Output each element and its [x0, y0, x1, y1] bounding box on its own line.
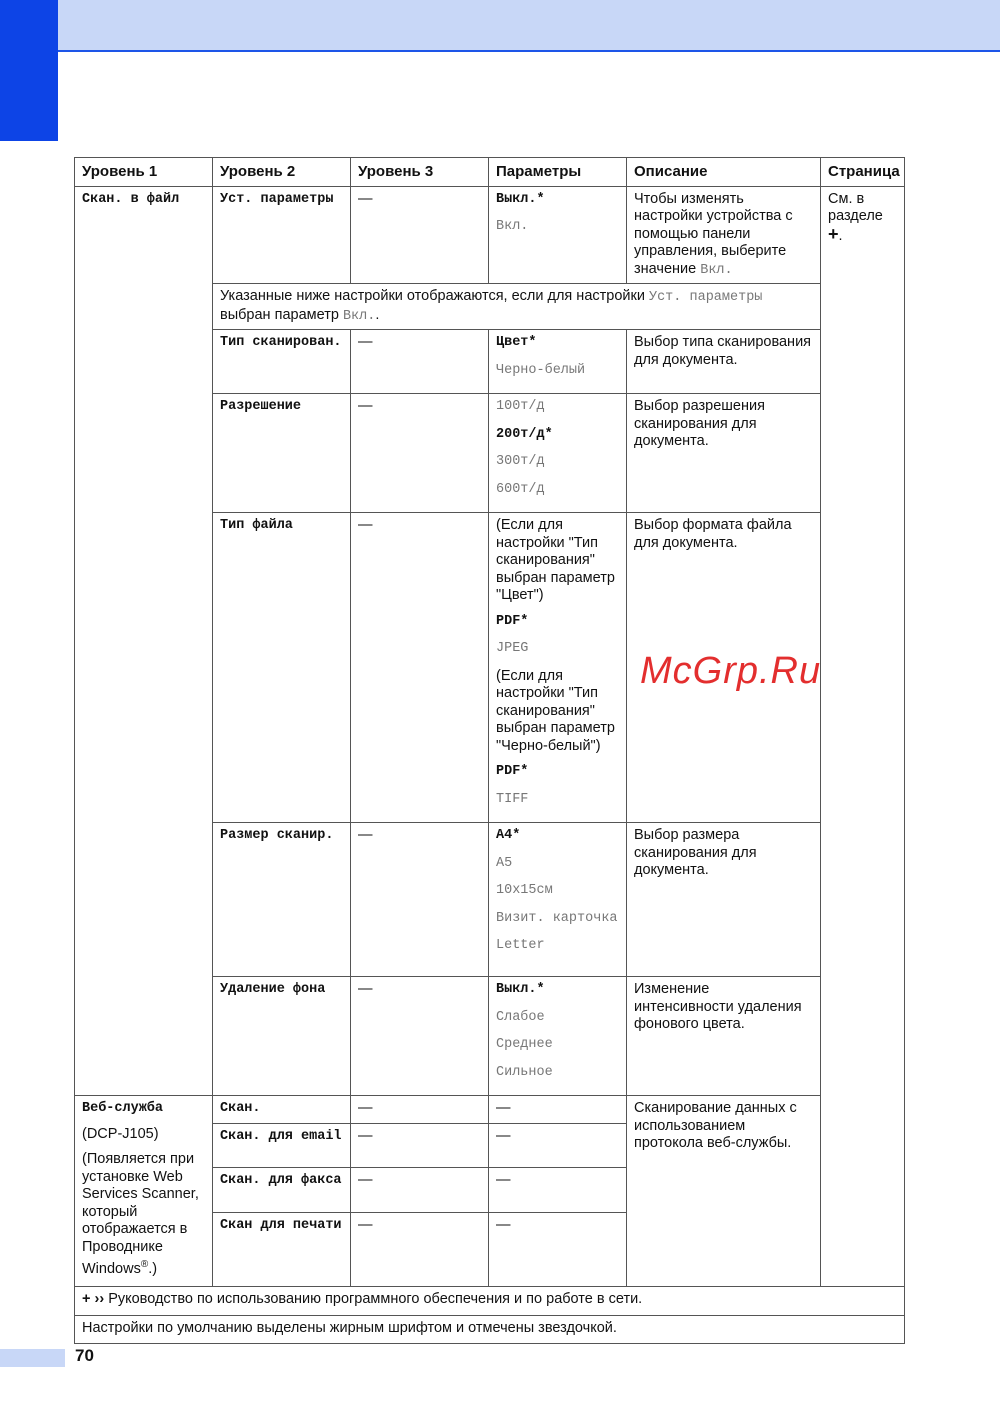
option-default: Цвет* — [496, 335, 537, 350]
level2: Тип сканирован. — [213, 330, 351, 394]
web-note-tail: .) — [148, 1260, 158, 1277]
options — [489, 977, 627, 1096]
level3: — — [351, 330, 489, 394]
note-text: выбран параметр — [220, 306, 339, 323]
option: Letter — [496, 938, 545, 953]
level3: — — [351, 186, 489, 284]
level1-web-service — [75, 1096, 213, 1287]
option-default: PDF* — [496, 613, 529, 629]
option: JPEG — [496, 641, 529, 656]
level2: Уст. параметры — [213, 186, 351, 284]
option-group — [496, 613, 619, 658]
page-ref-text: См. в разделе — [828, 190, 883, 224]
footer-ref-text: Руководство по использованию программного обеспечения и по работе в сети. — [108, 1291, 643, 1307]
corner-block — [0, 0, 58, 141]
description: Сканирование данных с использованием протокола веб-службы. — [627, 1096, 821, 1287]
col-header: Уровень 3 — [351, 158, 489, 187]
options — [489, 513, 627, 823]
option: Вкл. — [496, 219, 529, 234]
description — [627, 186, 821, 284]
settings-table — [74, 157, 905, 1344]
level2: Разрешение — [213, 394, 351, 513]
option: 10x15см — [496, 883, 553, 898]
footer-ref — [75, 1287, 905, 1316]
level2: Скан. для факса — [213, 1168, 351, 1213]
note-text: Указанные ниже настройки отображаются, если для настройки — [220, 288, 645, 304]
level3: — — [351, 1168, 489, 1213]
level3: — — [351, 513, 489, 823]
level2: Скан. — [213, 1096, 351, 1124]
options: — — [489, 1213, 627, 1287]
note-value: Уст. параметры — [648, 290, 763, 305]
level2: Тип файла — [213, 513, 351, 823]
options — [489, 394, 627, 513]
header-bar — [58, 0, 1000, 52]
level1-scan-file: Скан. в файл — [75, 186, 213, 1096]
web-model: (DCP-J105) — [82, 1125, 159, 1142]
options — [489, 186, 627, 284]
options: — — [489, 1168, 627, 1213]
option: Визит. карточка — [496, 910, 618, 926]
level2: Скан для печати — [213, 1213, 351, 1287]
level3: — — [351, 1096, 489, 1124]
web-note: (Появляется при установке Web Services Scanner, который отображается в Проводнике Windows — [82, 1151, 199, 1277]
options — [489, 330, 627, 394]
option: TIFF — [496, 791, 529, 807]
footer-defaults: Настройки по умолчанию выделены жирным шрифтом и отмечены звездочкой. — [75, 1316, 905, 1344]
option-group — [496, 763, 619, 808]
conditional-note: Указанные ниже настройки отображаются, если для настройки Уст. параметры выбран параметр Вкл.. — [213, 284, 821, 330]
option-condition: (Если для настройки "Тип сканирования" выбран параметр "Черно-белый") — [496, 667, 615, 754]
registered-mark: ® — [140, 1259, 149, 1270]
table-row — [75, 1096, 905, 1124]
option-default: Выкл.* — [496, 191, 545, 207]
col-header: Страница — [821, 158, 905, 187]
page-number-bar — [0, 1349, 65, 1367]
option: 300т/д — [496, 454, 545, 469]
level3: — — [351, 1124, 489, 1168]
col-header: Параметры — [489, 158, 627, 187]
option: 600т/д — [496, 481, 545, 497]
footer-defaults-row — [75, 1316, 905, 1344]
col-header: Описание — [627, 158, 821, 187]
description: Выбор типа сканирования для документа. — [627, 330, 821, 394]
table-row — [75, 186, 905, 284]
col-header: Уровень 2 — [213, 158, 351, 187]
option: Черно-белый — [496, 362, 586, 378]
watermark: McGrp.Ru — [640, 650, 822, 692]
level3: — — [351, 977, 489, 1096]
web-title: Веб-служба — [82, 1101, 164, 1116]
description: Выбор разрешения сканирования для документа. — [627, 394, 821, 513]
option: Сильное — [496, 1064, 553, 1080]
description: Изменение интенсивности удаления фонового цвета. — [627, 977, 821, 1096]
option-default: A4* — [496, 828, 521, 843]
description-value: Вкл. — [700, 262, 733, 278]
page-ref: См. в разделе +. — [821, 186, 905, 1287]
level2: Размер сканир. — [213, 823, 351, 977]
level3: — — [351, 1213, 489, 1287]
reference-icon: + ›› — [82, 1291, 105, 1307]
level3: — — [351, 394, 489, 513]
description-text: Чтобы изменять настройки устройства с помощью панели управления, выберите значение — [634, 190, 793, 277]
plus-icon: + — [828, 223, 839, 244]
option: 100т/д — [496, 399, 545, 414]
options: — — [489, 1096, 627, 1124]
footer-ref-row — [75, 1287, 905, 1316]
option-condition: (Если для настройки "Тип сканирования" выбран параметр "Цвет") — [496, 517, 615, 603]
options: — — [489, 1124, 627, 1168]
note-value: Вкл. — [342, 308, 376, 324]
level2: Скан. для email — [213, 1124, 351, 1168]
level3: — — [351, 823, 489, 977]
description: Выбор формата файла для документа. — [627, 513, 821, 823]
option-default: PDF* — [496, 764, 529, 779]
table-header — [75, 158, 905, 187]
col-header: Уровень 1 — [75, 158, 213, 187]
option: A5 — [496, 855, 513, 871]
options — [489, 823, 627, 977]
option: Слабое — [496, 1009, 545, 1025]
page-number: 70 — [75, 1346, 94, 1365]
level2: Удаление фона — [213, 977, 351, 1096]
option-default: 200т/д* — [496, 426, 553, 442]
description: Выбор размера сканирования для документа. — [627, 823, 821, 977]
option: Среднее — [496, 1037, 553, 1052]
option-default: Выкл.* — [496, 982, 545, 997]
